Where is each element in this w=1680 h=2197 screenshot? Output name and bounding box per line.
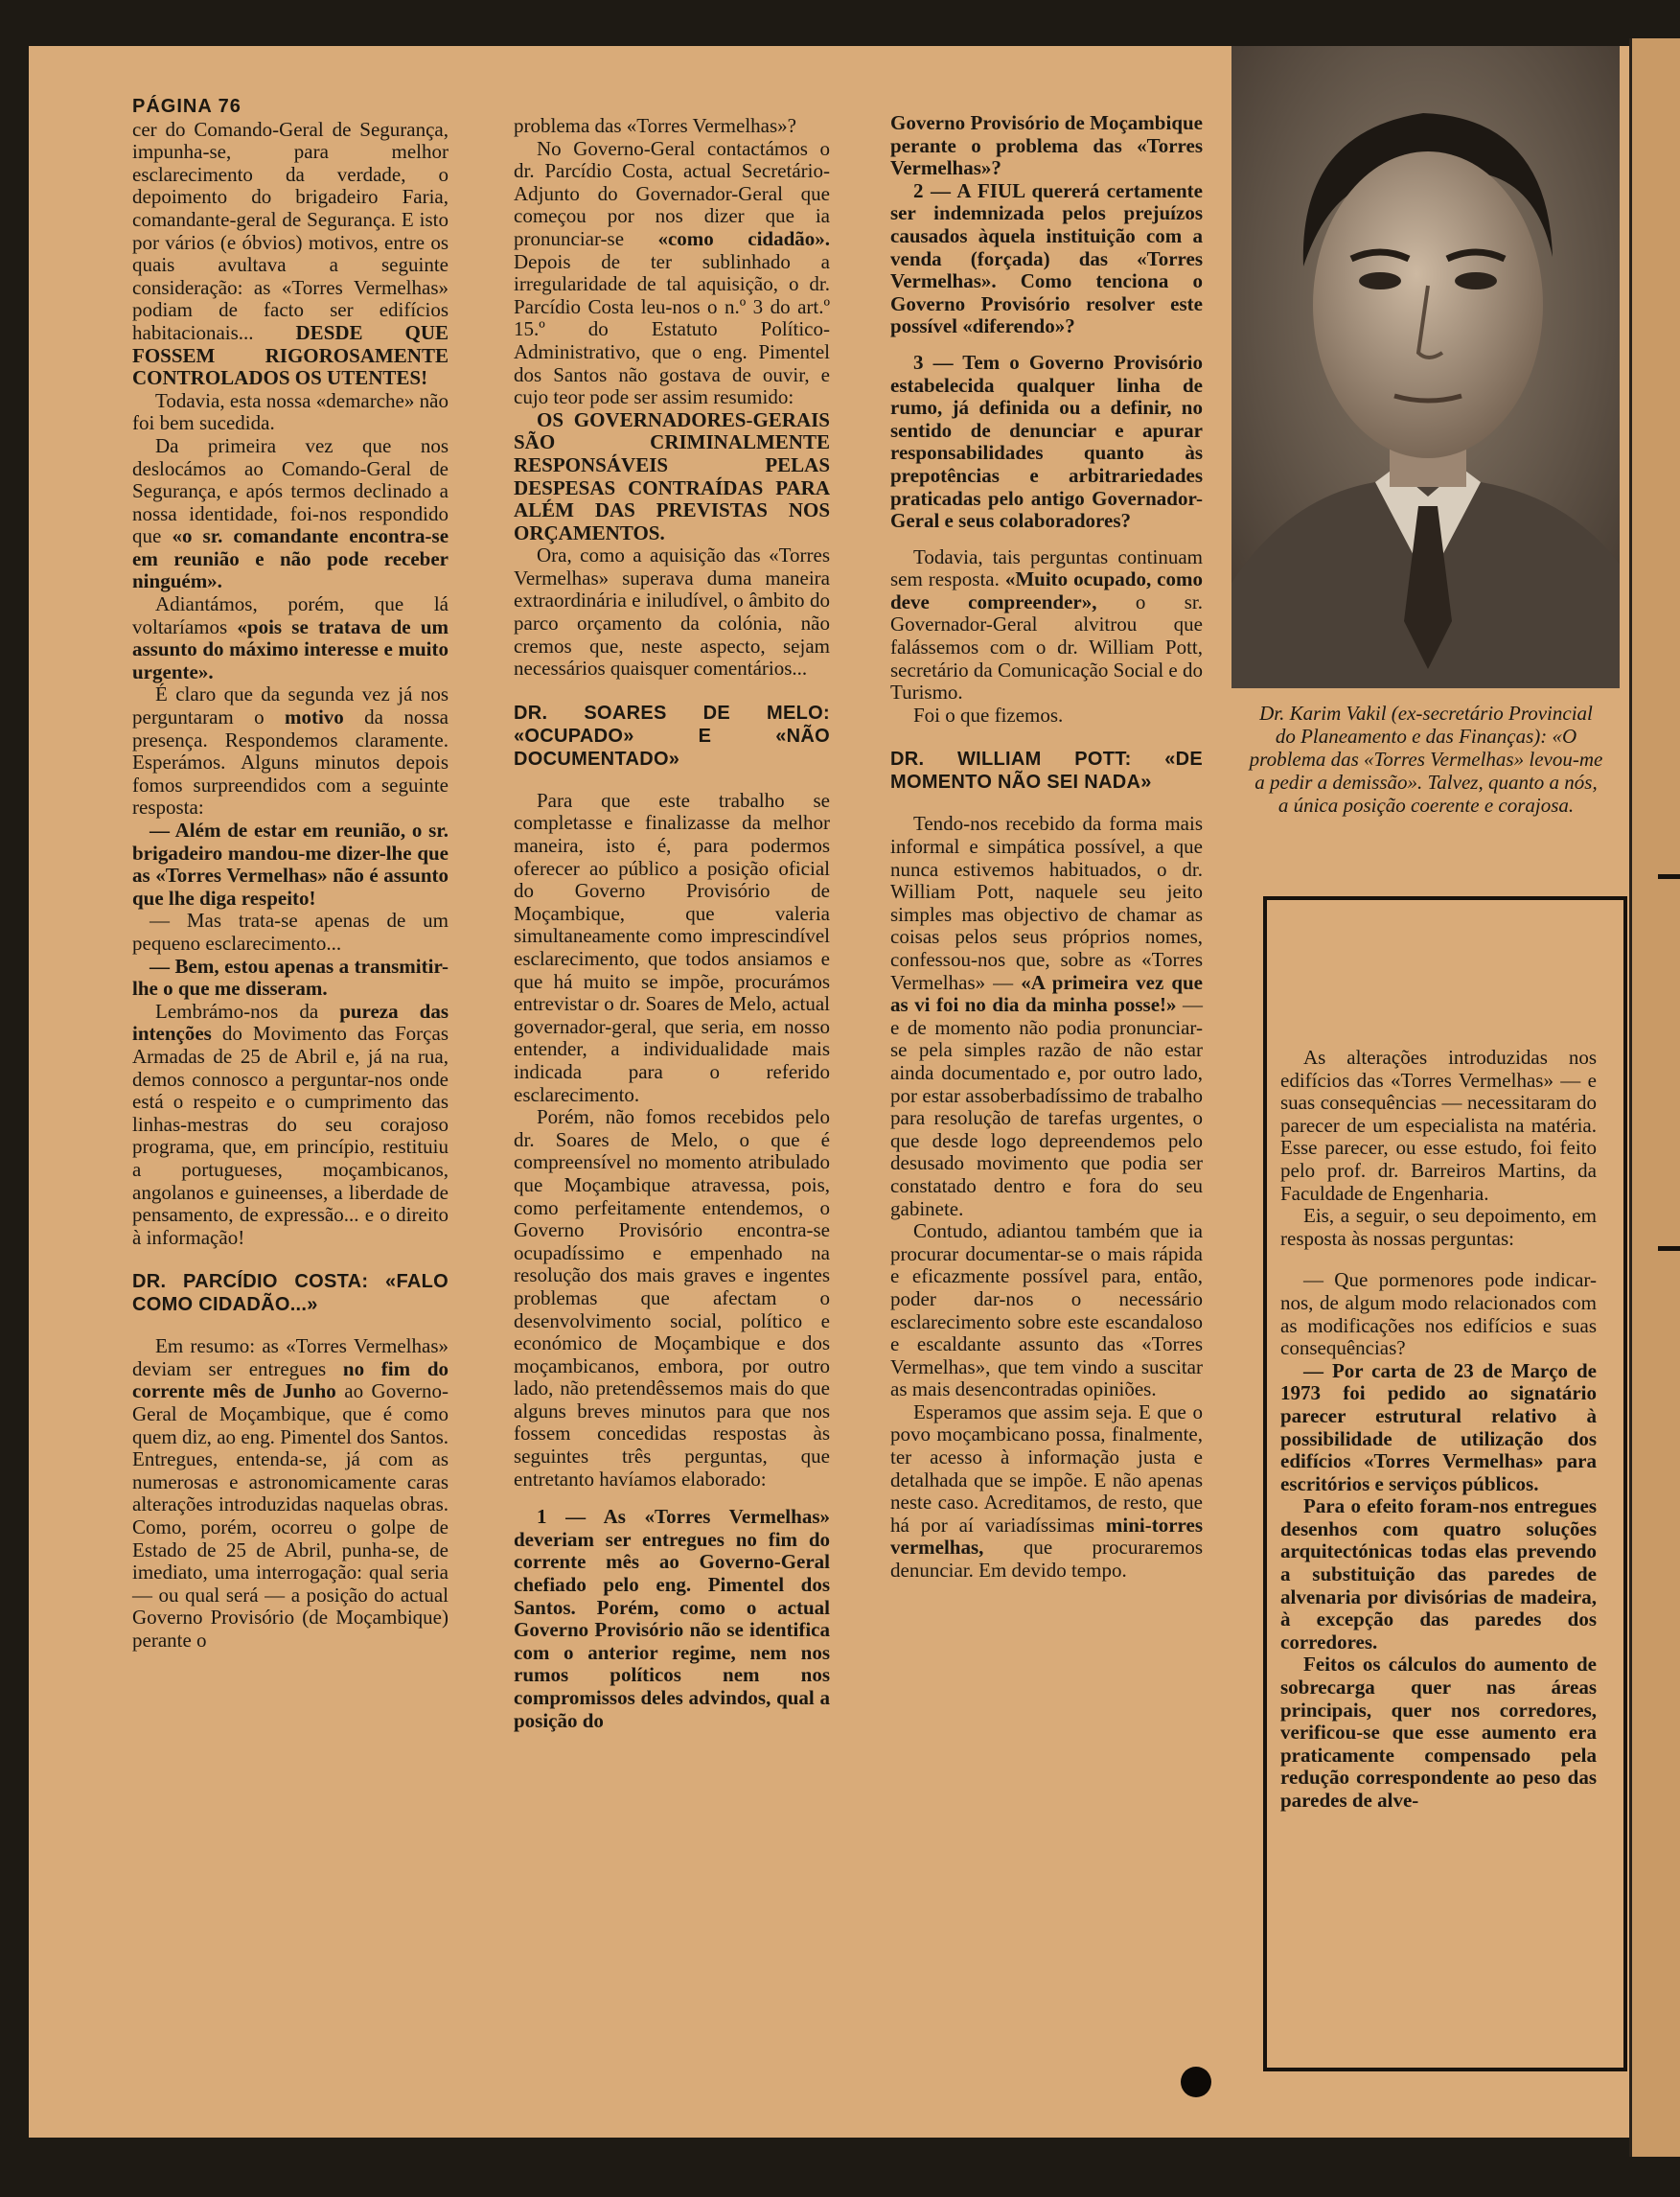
paragraph: Da primeira vez que nos deslocámos ao Comando-Geral de Segurança, e após termos declinado a nossa identidade, foi-nos respondido que «o sr. comandante encontra-se em reunião e não pode receber ninguém». <box>132 433 449 593</box>
question-paragraph: 3 — Tem o Governo Provisório estabelecida qualquer linha de rumo, já definida ou a definir, no sentido de denunciar e apurar responsabilidades quanto às prepotências e arbitrariedades praticadas pelo antigo Governador-Geral e seus colaboradores? <box>890 350 1203 533</box>
answer-paragraph: Para o efeito foram-nos entregues desenhos com quatro soluções arquitectónicas todas elas prevendo a substituição das paredes de alvenaria por divisórias de madeira, à excepção das paredes dos corredores. <box>1280 1494 1597 1654</box>
paragraph: Foi o que fizemos. <box>913 703 1064 727</box>
paragraph: Esperamos que assim seja. E que o povo moçambicano possa, finalmente, ter acesso à informação justa e detalhada que se impõe. E não apenas neste caso. Acreditamos, de resto, que há por aí variadíssimas mini-torres vermelhas, que procuraremos denunciar. Em devido tempo. <box>890 1399 1203 1583</box>
article-column-2 <box>514 115 830 1732</box>
paragraph: Todavia, esta nossa «demarche» não foi bem sucedida. <box>132 388 449 435</box>
edge-mark <box>1658 874 1680 879</box>
emphasis-paragraph: OS GOVERNADORES-GERAIS SÃO CRIMINALMENTE RESPONSÁVEIS PELAS DESPESAS CONTRAÍDAS PARA ALÉM DAS PREVISTAS NOS ORÇAMENTOS. <box>514 407 830 544</box>
sidebar-text <box>1280 1047 1597 1813</box>
answer-paragraph: — Por carta de 23 de Março de 1973 foi pedido ao signatário parecer estrutural relativo à possibilidade de utilização dos edifícios «Torres Vermelhas» para escritórios e serviços públicos. <box>1280 1358 1597 1495</box>
quote-paragraph: — Bem, estou apenas a transmitir-lhe o que me disseram. <box>132 954 449 1001</box>
section-heading: DR. PARCÍDIO COSTA: «FALO COMO CIDADÃO...» <box>132 1271 449 1316</box>
paragraph: Todavia, tais perguntas continuam sem resposta. «Muito ocupado, como deve compreender», o sr. Governador-Geral alvitrou que falássemos com o dr. William Pott, secretário da Comunicação Social e do Turismo. <box>890 544 1203 705</box>
paragraph: Lembrámo-nos da pureza das intenções do Movimento das Forças Armadas de 25 de Abril e, já na rua, demos connosco a perguntar-nos onde está o respeito e o cumprimento das linhas-mestras do seu corajoso programa, que, em princípio, restituiu a portugueses, moçambicanos, angolanos e guineenses, a liberdade de pensamento, de expressão... e o direito à informação! <box>132 999 449 1249</box>
paragraph: Tendo-nos recebido da forma mais informal e simpática possível, a que nunca estivemos habituados, o dr. William Pott, naquele seu jeito simples mas objectivo de chamar as coisas pelos seus próprios nomes, confessou-nos que, sobre as «Torres Vermelhas» — «A primeira vez que as vi foi no dia da minha posse!» — e de momento não podia pronunciar-se pela simples razão de não estar ainda documentado e, por outro lado, por estar assoberbadíssimo de trabalho para resolução de tarefas urgentes, o que desde logo depreendemos pelo desusado movimento que podia ser constatado dentro e fora do seu gabinete. <box>890 812 1204 1220</box>
paragraph: Para que este trabalho se completasse e finalizasse da melhor maneira, isto é, para podermos oferecer ao público a posição oficial do Governo Provisório de Moçambique, que valeria simultaneamente como imprescindível esclarecimento, que todos ansiamos e que há muito se impõe, procurámos entrevistar o dr. Soares de Melo, actual governador-geral, que seria, em nosso entender, a individualidade mais indicada para o referido esclarecimento. <box>514 788 830 1106</box>
article-column-1 <box>132 96 449 1653</box>
portrait-illustration <box>1231 46 1620 688</box>
portrait-photo <box>1231 46 1620 688</box>
paragraph: No Governo-Geral contactámos o dr. Parcídio Costa, actual Secretário-Adjunto do Governador-Geral que começou por nos dizer que ia pronunciar-se «como cidadão». Depois de ter sublinhado a irregularidade de tal aquisição, o dr. Parcídio Costa leu-nos o n.º 3 do art.º 15.º do Estatuto Político-Administrativo, que o eng. Pimentel dos Santos não gostava de ouvir, e cujo teor pode ser assim resumido: <box>514 136 831 409</box>
paragraph: Ora, como a aquisição das «Torres Vermelhas» superava duma maneira extraordinária e iniludível, o âmbito do parco orçamento da colónia, não cremos que, neste aspecto, sejam necessários quaisquer comentários... <box>514 543 830 681</box>
article-column-3 <box>890 112 1203 1583</box>
section-heading: DR. SOARES DE MELO: «OCUPADO» E «NÃO DOCUMENTADO» <box>514 702 830 770</box>
paragraph: cer do Comando-Geral de Segurança, impunha-se, para melhor esclarecimento da verdade, o depoimento do brigadeiro Faria, comandante-geral de Segurança. E isto por vários (e óbvios) motivos, entre os quais avultava a seguinte consideração: as «Torres Vermelhas» podiam de facto ser edifícios habitacionais... DESDE QUE FOSSEM RIGOROSAMENTE CONTROLADOS OS UTENTES! <box>132 117 449 390</box>
paragraph: problema das «Torres Vermelhas»? <box>514 114 796 137</box>
page-spine <box>1629 38 1680 2157</box>
page-number: PÁGINA 76 <box>132 96 242 117</box>
photo-caption: Dr. Karim Vakil (ex-secretário Provincial do Planeamento e das Finanças): «O problema das «Torres Vermelhas» levou-me a pedir a demissão». Talvez, quanto a nós, a única posição coerente e corajosa. <box>1249 702 1603 817</box>
punch-hole-mark <box>1181 2067 1211 2097</box>
paragraph: Eis, a seguir, o seu depoimento, em resposta às nossas perguntas: <box>1280 1204 1597 1250</box>
paragraph: Adiantámos, porém, que lá voltaríamos «pois se tratava de um assunto do máximo interesse e muito urgente». <box>132 592 449 683</box>
paragraph: Contudo, adiantou também que ia procurar documentar-se o mais rápida e eficazmente possível para, então, poder dar-nos o necessário esclarecimento sobre este escandaloso e escaldante assunto das «Torres Vermelhas», que tem vindo a suscitar as mais desencontradas opiniões. <box>890 1219 1203 1401</box>
quote-paragraph: — Além de estar em reunião, o sr. brigadeiro mandou-me dizer-lhe que as «Torres Vermelhas» não é assunto que lhe diga respeito! <box>132 819 449 910</box>
quote-paragraph: — Mas trata-se apenas de um pequeno esclarecimento... <box>132 909 449 955</box>
question-paragraph: Governo Provisório de Moçambique perante o problema das «Torres Vermelhas»? <box>890 111 1203 180</box>
paragraph: As alterações introduzidas nos edifícios das «Torres Vermelhas» — e suas consequências — necessitaram do parecer de um especialista na matéria. Esse parecer, ou esse estudo, foi feito pelo prof. dr. Barreiros Martins, da Faculdade de Engenharia. <box>1280 1046 1597 1205</box>
section-heading: DR. WILLIAM POTT: «DE MOMENTO NÃO SEI NADA» <box>890 749 1203 794</box>
question-paragraph: — Que pormenores pode indicar-nos, de algum modo relacionados com as modificações nos edifícios e suas consequências? <box>1280 1268 1597 1360</box>
question-paragraph: 1 — As «Torres Vermelhas» deveriam ser entregues no fim do corrente mês ao Governo-Geral chefiado pelo eng. Pimentel dos Santos. Porém, como o actual Governo Provisório não se identifica com o anterior regime, nem nos rumos políticos nem nos compromissos deles advindos, qual a posição do <box>514 1505 830 1732</box>
paragraph: Em resumo: as «Torres Vermelhas» deviam ser entregues no fim do corrente mês de Junho ao Governo-Geral de Moçambique, que é como quem diz, ao eng. Pimentel dos Santos. Entregues, entenda-se, já com as numerosas e astronomicamente caras alterações introduzidas naquelas obras. Como, porém, ocorreu o golpe de Estado de 25 de Abril, punha-se, de imediato, uma interrogação: qual seria — ou qual será — a posição do actual Governo Provisório (de Moçambique) perante o <box>132 1334 449 1652</box>
paragraph: É claro que da segunda vez já nos perguntaram o motivo da nossa presença. Respondemos claramente. Esperámos. Alguns minutos depois fomos surpreendidos com a seguinte resposta: <box>132 682 449 820</box>
edge-mark <box>1658 1246 1680 1251</box>
question-paragraph: 2 — A FIUL quererá certamente ser indemnizada pelos prejuízos causados àquela instituição com a venda (forçada) das «Torres Vermelhas». Como tenciona o Governo Provisório resolver este possível «diferendo»? <box>890 178 1203 338</box>
paragraph: Porém, não fomos recebidos pelo dr. Soares de Melo, o que é compreensível no momento atribulado que Moçambique atravessa, pois, como perfeitamente entendemos, o Governo Provisório encontra-se ocupadíssimo e empenhado na resolução dos mais graves e ingentes problemas que afectam o desenvolvimento social, político e económico de Moçambique e dos moçambicanos, embora, por outro lado, não pretendêssemos mais do que alguns breves minutos para que nos fossem concedidas respostas às seguintes três perguntas, que entretanto havíamos elaborado: <box>514 1105 830 1491</box>
answer-paragraph: Feitos os cálculos do aumento de sobrecarga quer nas áreas principais, quer nos corredores, verificou-se que esse aumento era praticamente compensado pela redução correspondente ao peso das paredes de alve- <box>1280 1653 1597 1812</box>
